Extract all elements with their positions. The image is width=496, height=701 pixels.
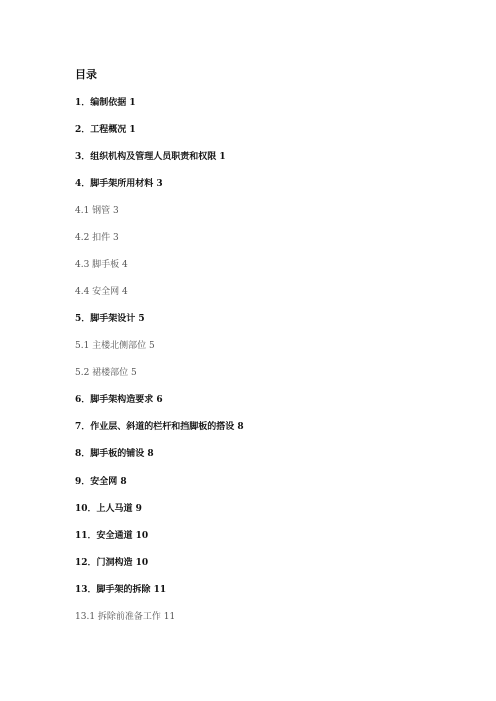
- toc-title: 目录: [75, 68, 97, 81]
- toc-entry-4-4[interactable]: 4.4 安全网 4: [75, 287, 128, 297]
- toc-entry-8[interactable]: 8．脚手板的铺设 8: [75, 449, 154, 459]
- toc-entry-12[interactable]: 12．门洞构造 10: [75, 558, 149, 568]
- toc-entry-5-1[interactable]: 5.1 主楼北侧部位 5: [75, 341, 155, 351]
- toc-entry-5-2[interactable]: 5.2 裙楼部位 5: [75, 368, 137, 378]
- toc-entry-4-3[interactable]: 4.3 脚手板 4: [75, 260, 128, 270]
- toc-entry-1[interactable]: 1．编制依据 1: [75, 98, 136, 108]
- toc-entry-3[interactable]: 3．组织机构及管理人员职责和权限 1: [75, 152, 226, 162]
- toc-entry-4-2[interactable]: 4.2 扣件 3: [75, 233, 119, 243]
- toc-entry-5[interactable]: 5．脚手架设计 5: [75, 314, 145, 324]
- toc-entry-13-1[interactable]: 13.1 拆除前准备工作 11: [75, 612, 176, 622]
- toc-entry-9[interactable]: 9．安全网 8: [75, 477, 127, 487]
- toc-entry-2[interactable]: 2．工程概况 1: [75, 125, 136, 135]
- toc-entry-10[interactable]: 10．上人马道 9: [75, 504, 142, 514]
- toc-entry-11[interactable]: 11．安全通道 10: [75, 531, 149, 541]
- toc-entry-7[interactable]: 7．作业层、斜道的栏杆和挡脚板的搭设 8: [75, 422, 244, 432]
- toc-entry-13[interactable]: 13．脚手架的拆除 11: [75, 585, 167, 595]
- toc-entry-4[interactable]: 4．脚手架所用材料 3: [75, 179, 163, 189]
- toc-entry-4-1[interactable]: 4.1 钢管 3: [75, 206, 119, 216]
- toc-entry-6[interactable]: 6．脚手架构造要求 6: [75, 395, 163, 405]
